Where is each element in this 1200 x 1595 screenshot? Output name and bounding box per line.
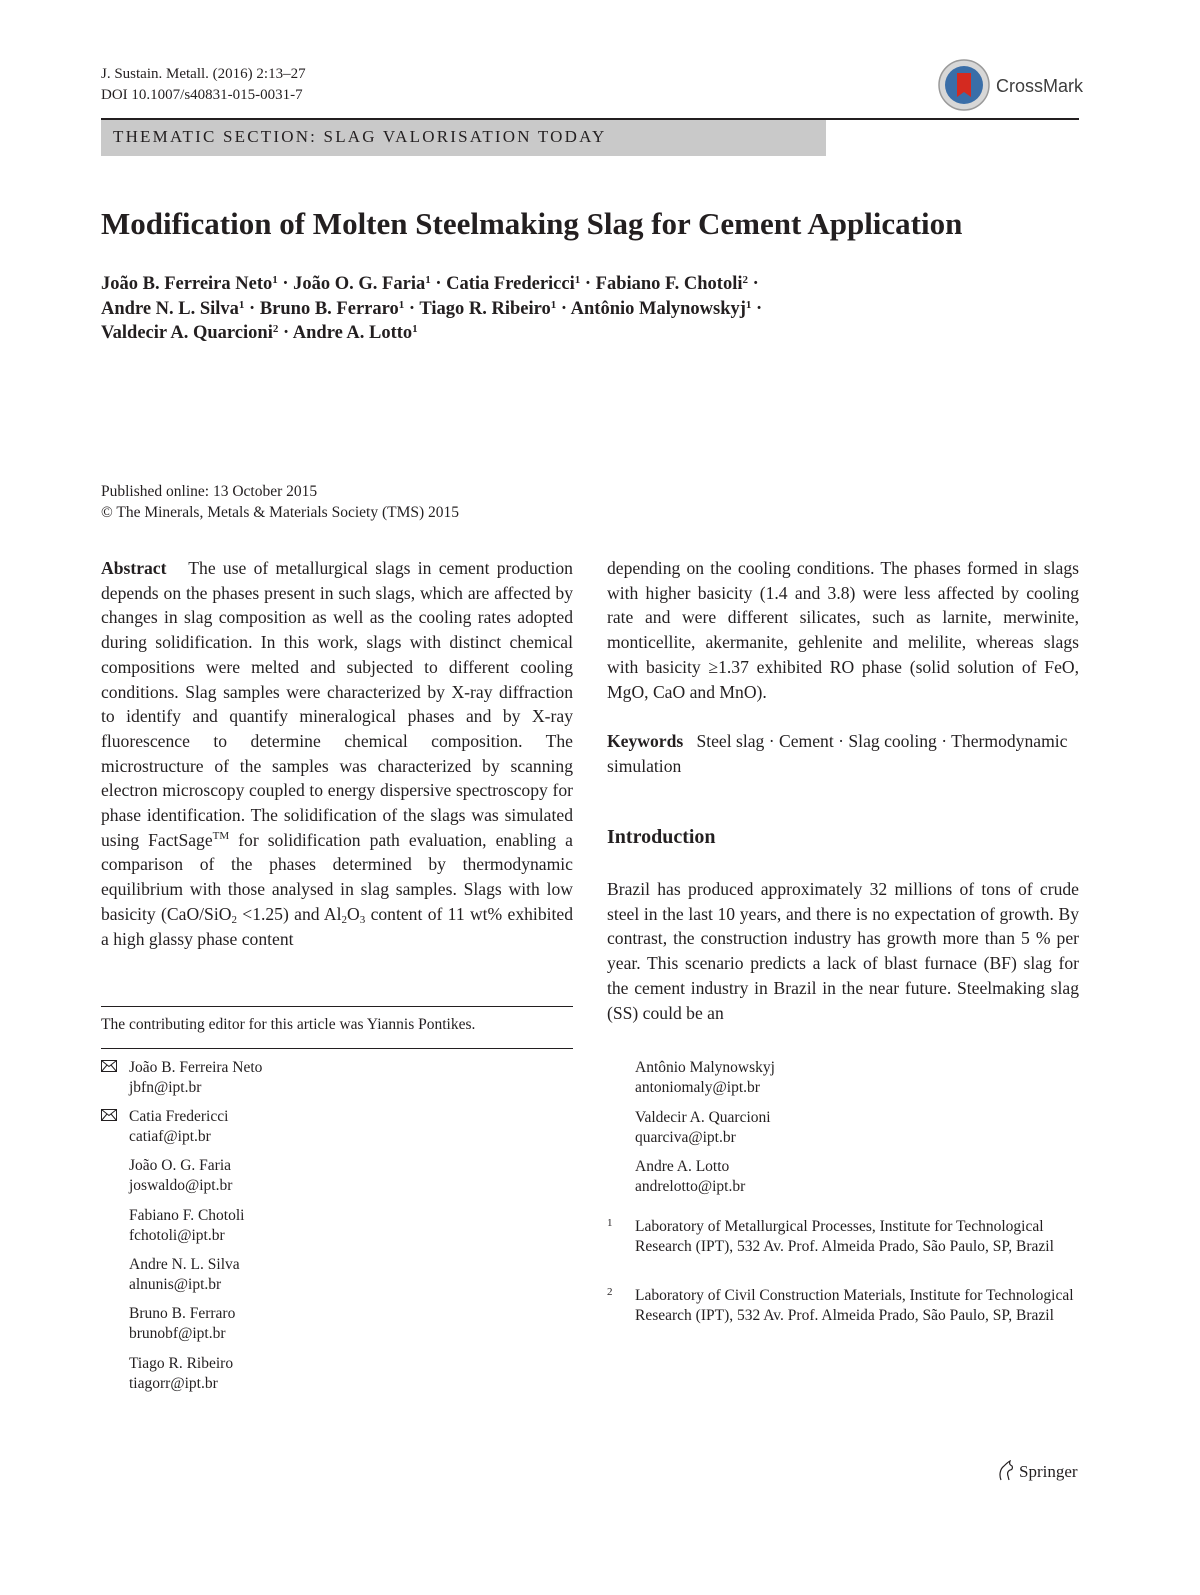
author: João O. G. Faria$^1$ [293,274,431,294]
contact-entry [635,1108,771,1148]
author: Valdecir A. Quarcioni$^2$ [101,323,279,343]
crossmark-icon [937,58,991,112]
contact-entry [129,1354,233,1394]
contact-email[interactable]: joswaldo@ipt.br [129,1176,233,1194]
author: João B. Ferreira Neto$^1$ [101,274,278,294]
introduction-text: Brazil has produced approximately 32 millions of tons of crude steel in the last 10 years, and there is no expectation of growth. By contrast, the construction industry has growth more than 5 % per year. This scenario predicts a lack of blast furnace (BF) slag for the cement industry in Brazil in the near future. Steelmaking slag (SS) could be an [607,879,1079,1023]
section-label: THEMATIC SECTION: SLAG VALORISATION TODAY [113,127,607,146]
editor-note: The contributing editor for this article was Yiannis Pontikes. [101,1016,476,1033]
published-date: Published online: 13 October 2015 [101,483,318,500]
publisher-name: Springer [1019,1462,1078,1481]
section-heading: Introduction [607,826,716,848]
author: Fabiano F. Chotoli$^2$ [595,274,748,294]
affiliation [607,1217,1085,1277]
contact-entry [129,1107,228,1147]
contact-name: Catia Fredericci [129,1108,229,1125]
author: Andre A. Lotto$^1$ [292,323,418,343]
springer-horse-icon [997,1460,1015,1482]
keywords [607,729,1079,778]
contact-entry [129,1156,232,1196]
crossmark-badge[interactable] [937,58,1082,114]
copyright: © The Minerals, Metals & Materials Society (TMS) 2015 [101,503,460,521]
contact-name: Andre N. L. Silva [129,1256,240,1273]
article-title: Modification of Molten Steelmaking Slag for Cement Application [101,206,963,241]
contact-email[interactable]: jbfn@ipt.br [129,1078,202,1096]
author-list: João B. Ferreira Neto$^1$ · João O. G. Faria$^1$ · Catia Fredericci$^1$ · Fabiano F. Chotoli$^2$ · Andre N. L. Silva$^1$ · Bruno B. Ferraro$^1$ · Tiago R. Ribeiro$^1$ · Antônio Malynowskyj$^1$ · Valdecir A. Quarcioni$^2$ · Andre A. Lotto$^1$ [101,274,763,343]
abstract-label: Abstract [101,558,167,578]
contact-name: Valdecir A. Quarcioni [635,1109,771,1126]
author: Tiago R. Ribeiro$^1$ [419,298,557,319]
affiliation-number: 1 [607,1217,613,1229]
contact-entry [129,1255,240,1295]
contact-entry [129,1206,244,1246]
contact-list [635,1058,1075,1208]
journal-reference: J. Sustain. Metall. (2016) 2:13–27 [101,66,306,82]
contact-name: Andre A. Lotto [635,1158,730,1175]
section-banner [101,120,826,156]
abstract-continued: depending on the cooling conditions. The phases formed in slags with higher basicity (1.4 and 3.8) were less affected by cooling rate and were different silicates, such as larnite, merwinite, monticellite, akermanite, gehlenite and melilite, whereas slags with basicity ≥1.37 exhibited RO phase (solid solution of FeO, MgO, CaO and MnO). [607,558,1079,702]
footnote-rule [101,1048,573,1049]
author: Andre N. L. Silva$^1$ [101,298,245,319]
contact-email[interactable]: brunobf@ipt.br [129,1324,226,1342]
publication-info [101,482,459,523]
envelope-icon [101,1060,117,1072]
keywords-text: Steel slag · Cement · Slag cooling · Thermodynamic simulation [607,731,1068,776]
footnote-rule [101,1006,573,1007]
contact-name: Tiago R. Ribeiro [129,1355,234,1372]
journal-citation [101,64,306,106]
affiliation-text: Laboratory of Metallurgical Processes, Institute for Technological Research (IPT), 532 Av. Prof. Almeida Prado, São Paulo, SP, Brazil [635,1218,1054,1255]
contact-email[interactable]: tiagorr@ipt.br [129,1374,218,1392]
abstract: Abstract The use of metallurgical slags in cement production depends on the phases present in such slags, which are affected by changes in slag composition as well as the cooling rates adopted during solidification. In this work, slags with distinct chemical compositions were melted and subjected to different cooling conditions. Slag samples were characterized by X-ray diffraction to identify and quantify mineralogical phases and by X-ray fluorescence to determine chemical composition. The microstructure of the samples was characterized by scanning electron microscopy coupled to energy dispersive spectroscopy for phase identification. The solidification of the slags was simulated using FactSage™ for solidification path evaluation, enabling a comparison of the phases determined by thermodynamic equilibrium with those analysed in slag samples. Slags with low basicity (CaO/SiO$_2$ <1.25) and $Al_2O_3$ content of 11 wt% exhibited a high glassy phase content [101,558,574,949]
contact-email[interactable]: quarciva@ipt.br [635,1128,736,1146]
contact-email[interactable]: antoniomaly@ipt.br [635,1078,760,1096]
contact-list [129,1058,569,1398]
author: Catia Fredericci$^1$ [446,274,581,294]
author: Bruno B. Ferraro$^1$ [259,298,405,319]
contact-entry [129,1058,262,1098]
doi[interactable]: DOI 10.1007/s40831-015-0031-7 [101,87,303,103]
crossmark-label: CrossMark [996,76,1084,96]
contact-email[interactable]: catiaf@ipt.br [129,1127,211,1145]
keywords-label: Keywords [607,731,684,751]
affiliation-text: Laboratory of Civil Construction Materials, Institute for Technological Research (IPT), 532 Av. Prof. Almeida Prado, São Paulo, SP, Brazil [635,1287,1074,1324]
contact-name: Bruno B. Ferraro [129,1305,236,1322]
contact-entry [129,1304,235,1344]
contact-entry [635,1058,775,1098]
contact-name: Antônio Malynowskyj [635,1059,775,1076]
contact-name: Fabiano F. Chotoli [129,1207,245,1224]
contact-email[interactable]: fchotoli@ipt.br [129,1226,225,1244]
contact-email[interactable]: andrelotto@ipt.br [635,1177,746,1195]
contact-name: João O. G. Faria [129,1157,232,1174]
contact-name: João B. Ferreira Neto [129,1059,263,1076]
affiliation-number: 2 [607,1286,613,1298]
contact-entry [635,1157,745,1197]
envelope-icon [101,1109,117,1121]
author: Antônio Malynowskyj$^1$ [570,298,752,319]
affiliation [607,1286,1085,1346]
contact-email[interactable]: alnunis@ipt.br [129,1275,222,1293]
